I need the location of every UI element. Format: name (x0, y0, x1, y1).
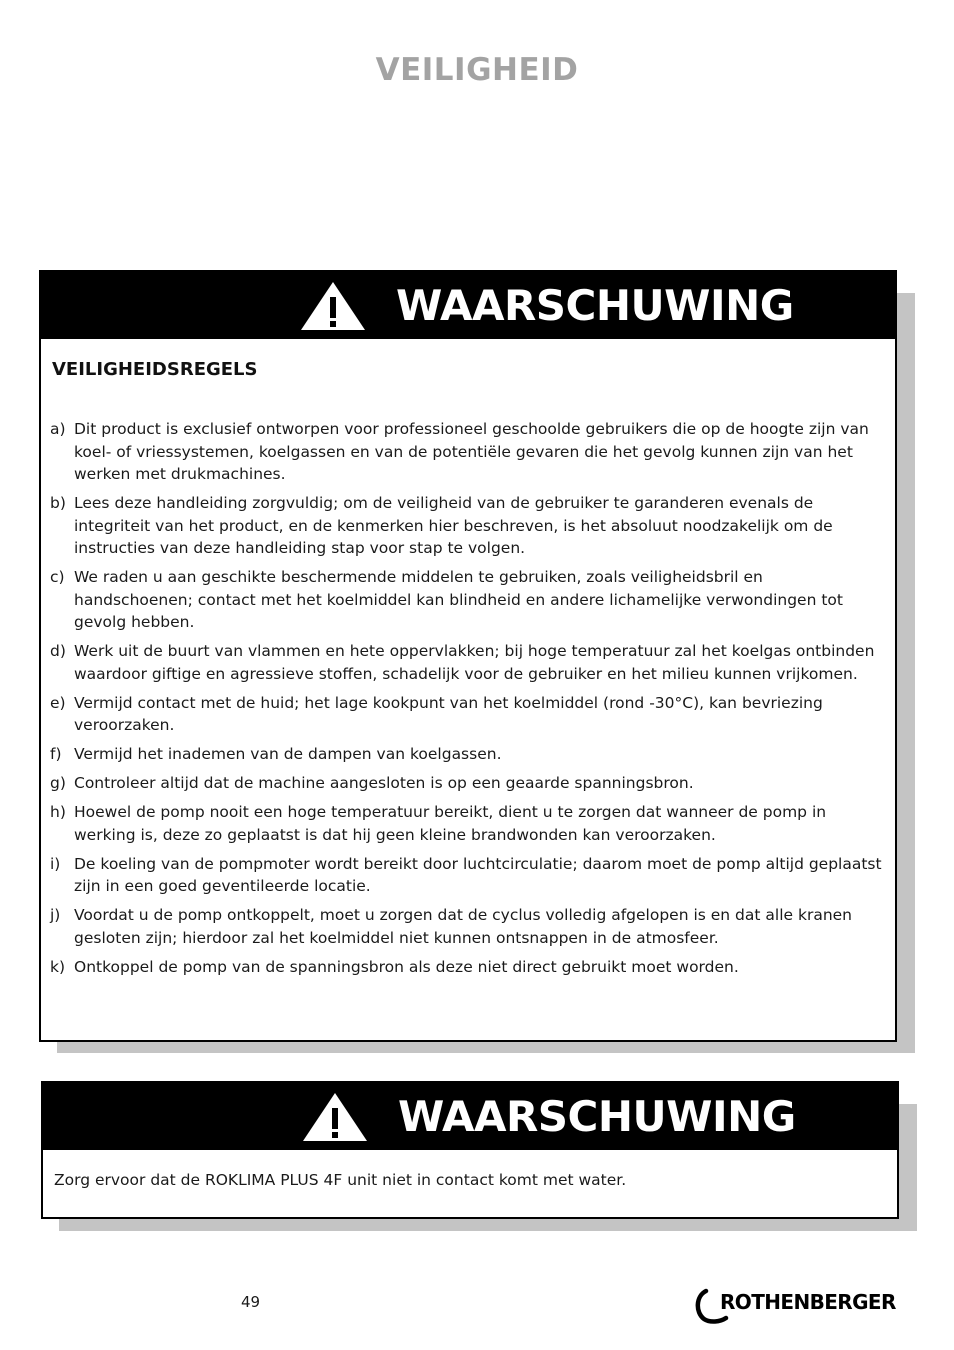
warning-triangle-icon (299, 280, 367, 332)
rule-letter: i) (50, 854, 61, 873)
rule-text: Werk uit de buurt van vlammen en hete oppervlakken; bij hoge temperatuur zal het koelgas ontbinden waardoor giftige en agressieve stoffen, schadelijk voor de gebruiker en het milieu kunnen vrijkomen. (74, 642, 875, 683)
safety-rule-item (50, 743, 886, 766)
safety-rule-item (50, 801, 886, 846)
water-warning-text: Zorg ervoor dat de ROKLIMA PLUS 4F unit niet in contact komt met water. (54, 1171, 627, 1189)
safety-rule-item (50, 692, 886, 737)
safety-rule-item (50, 853, 886, 898)
brand-name: ROTHENBERGER (720, 1290, 896, 1314)
safety-rule-item (50, 956, 886, 979)
rule-text: We raden u aan geschikte beschermende middelen te gebruiken, zoals veiligheidsbril en handschoenen; contact met het koelmiddel kan blindheid en andere lichamelijke verwondingen tot gevolg hebben. (74, 568, 843, 631)
rule-letter: f) (50, 745, 62, 763)
rule-text: Vermijd het inademen van de dampen van koelgassen. (74, 745, 502, 763)
safety-rules-warning-box (39, 270, 897, 1042)
rule-text: Vermijd contact met de huid; het lage kookpunt van het koelmiddel (rond -30°C), kan bevriezing veroorzaken. (74, 693, 823, 734)
rothenberger-logo (692, 1288, 922, 1324)
rule-text: Ontkoppel de pomp van de spanningsbron als deze niet direct gebruikt moet worden. (74, 957, 739, 976)
safety-rule-item (50, 418, 886, 486)
rule-text: Hoewel de pomp nooit een hoge temperatuur bereikt, dient u te zorgen dat wanneer de pomp in werking is, deze zo geplaatst is dat hij geen kleine brandwonden kan veroorzaken. (74, 803, 827, 844)
rule-text: Dit product is exclusief ontworpen voor professioneel geschoolde gebruikers die op de hoogte zijn van koel- of vriessystemen, koelgassen en van de potentiële gevaren die het gevolg kunnen zijn van het werken met drukmachines. (74, 420, 869, 483)
rule-letter: c) (50, 568, 65, 586)
rule-letter: h) (50, 803, 66, 821)
rule-letter: g) (50, 774, 66, 792)
rule-letter: j) (50, 906, 61, 924)
rule-letter: b) (50, 494, 66, 512)
rule-letter: e) (50, 693, 66, 712)
rule-text: Lees deze handleiding zorgvuldig; om de veiligheid van de gebruiker te garanderen evenals de integriteit van het product, en de kenmerken hier beschreven, is het absoluut noodzakelijk om de instructies van deze handleiding stap voor stap te volgen. (74, 494, 833, 557)
rule-letter: a) (50, 420, 66, 438)
safety-rules-heading: VEILIGHEIDSREGELS (52, 359, 258, 380)
page-title: VEILIGHEID (375, 52, 579, 88)
rule-letter: k) (50, 957, 66, 976)
safety-rules-list (50, 418, 886, 985)
warning-title: WAARSCHUWING (396, 281, 794, 330)
safety-rule-item (50, 492, 886, 560)
warning-header (41, 272, 895, 339)
rule-text: De koeling van de pompmoter wordt bereikt door luchtcirculatie; daarom moet de pomp altijd geplaatst zijn in een goed geventileerde locatie. (74, 854, 882, 895)
warning-triangle-icon (301, 1091, 369, 1143)
warning-title: WAARSCHUWING (398, 1092, 796, 1141)
warning-header (43, 1083, 897, 1150)
rule-text: Voordat u de pomp ontkoppelt, moet u zorgen dat de cyclus volledig afgelopen is en dat alle kranen gesloten zijn; hierdoor zal het koelmiddel niet kunnen ontsnappen in de atmosfeer. (74, 906, 853, 947)
water-warning-box (41, 1081, 899, 1219)
safety-rule-item (50, 904, 886, 949)
safety-rule-item (50, 772, 886, 795)
page-number: 49 (241, 1293, 261, 1311)
rule-text: Controleer altijd dat de machine aangesloten is op een geaarde spanningsbron. (74, 774, 694, 792)
safety-rule-item (50, 566, 886, 634)
safety-rule-item (50, 640, 886, 685)
rule-letter: d) (50, 642, 66, 660)
